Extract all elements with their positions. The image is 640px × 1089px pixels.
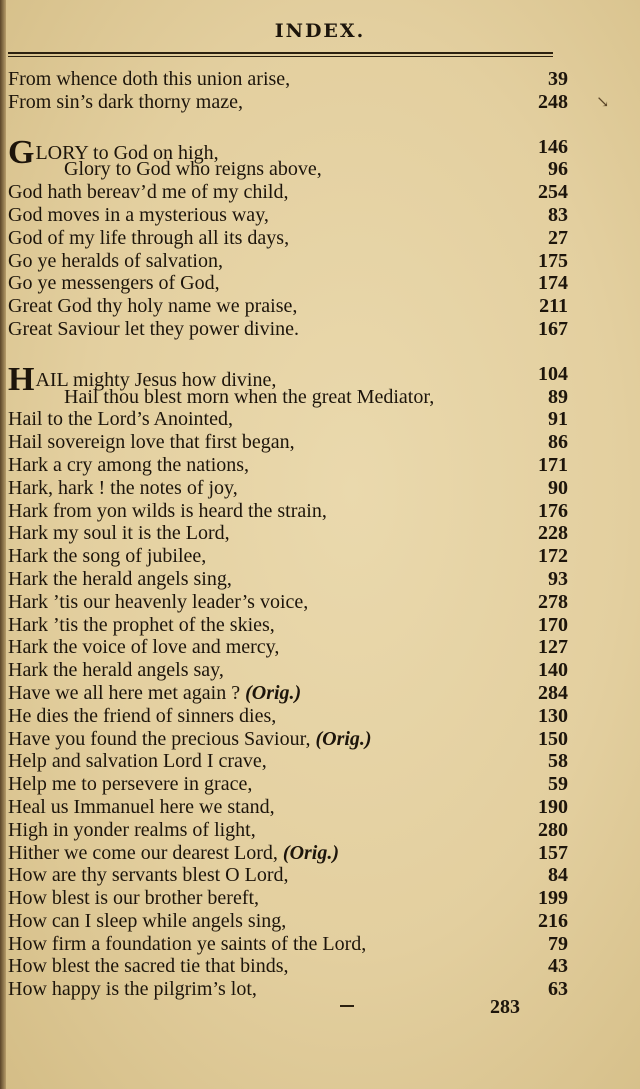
index-entry bbox=[8, 864, 568, 887]
entry-text: Help me to persevere in grace, bbox=[8, 773, 253, 796]
drop-cap: H bbox=[8, 360, 35, 398]
entry-first-line bbox=[8, 750, 267, 773]
entry-first-line bbox=[8, 728, 372, 751]
entry-text: Go ye heralds of salvation, bbox=[8, 249, 223, 272]
drop-cap: G bbox=[8, 133, 35, 171]
hymn-number: 83 bbox=[548, 203, 568, 226]
entry-first-line bbox=[8, 591, 308, 614]
entry-text: AIL mighty Jesus how divine, bbox=[35, 368, 277, 391]
entry-text: Hark the herald angels sing, bbox=[8, 567, 232, 590]
hymn-number: 176 bbox=[538, 499, 568, 522]
entry-text: Hail to the Lord’s Anointed, bbox=[8, 408, 233, 431]
hymn-number: 174 bbox=[538, 272, 568, 295]
entry-text: Heal us Immanuel here we stand, bbox=[8, 795, 275, 818]
entry-first-line bbox=[8, 181, 288, 204]
index-entry bbox=[8, 500, 568, 523]
index-entry bbox=[8, 181, 568, 204]
hymn-number: 157 bbox=[538, 841, 568, 864]
entry-text: Hark the voice of love and mercy, bbox=[8, 636, 280, 659]
entry-first-line bbox=[8, 659, 224, 682]
index-entry bbox=[8, 158, 568, 181]
index-entry bbox=[8, 295, 568, 318]
entry-text: Help and salvation Lord I crave, bbox=[8, 750, 267, 773]
index-entry bbox=[8, 773, 568, 796]
entry-first-line bbox=[8, 272, 220, 295]
index-entry bbox=[8, 545, 568, 568]
entry-text: How can I sleep while angels sing, bbox=[8, 909, 287, 932]
entry-first-line bbox=[8, 522, 230, 545]
hymn-number: 127 bbox=[538, 636, 568, 659]
index-entry bbox=[8, 636, 568, 659]
index-entry bbox=[8, 431, 568, 454]
entry-first-line bbox=[64, 386, 434, 409]
catchword-dash bbox=[340, 1005, 354, 1007]
index-entry bbox=[8, 796, 568, 819]
entry-text: God of my life through all its days, bbox=[8, 226, 290, 249]
entry-text: Hark from yon wilds is heard the strain, bbox=[8, 499, 327, 522]
entry-text: How blest the sacred tie that binds, bbox=[8, 955, 289, 978]
entry-first-line bbox=[8, 682, 301, 705]
index-entry bbox=[8, 318, 568, 341]
index-entry bbox=[8, 68, 568, 91]
hymn-number: 254 bbox=[538, 181, 568, 204]
index-entry bbox=[8, 842, 568, 865]
entry-first-line bbox=[8, 408, 233, 431]
entry-text: Go ye messengers of God, bbox=[8, 272, 220, 295]
entry-first-line bbox=[64, 158, 322, 181]
entry-first-line bbox=[8, 705, 276, 728]
hymn-number: 84 bbox=[548, 864, 568, 887]
entry-first-line bbox=[8, 91, 243, 114]
hymn-number: 140 bbox=[538, 659, 568, 682]
section-gap bbox=[8, 114, 568, 136]
entry-text: Hail thou blest morn when the great Mediator, bbox=[64, 385, 435, 408]
entry-first-line bbox=[8, 68, 290, 91]
index-entry bbox=[8, 454, 568, 477]
entry-text: God moves in a mysterious way, bbox=[8, 203, 269, 226]
index-entry bbox=[8, 272, 568, 295]
entry-text: Hark the herald angels say, bbox=[8, 659, 224, 682]
hymn-number: 172 bbox=[538, 545, 568, 568]
entry-first-line bbox=[8, 318, 299, 341]
index-entry bbox=[8, 477, 568, 500]
header-rule-thin bbox=[8, 56, 553, 57]
index-entry bbox=[8, 204, 568, 227]
entry-first-line bbox=[8, 819, 256, 842]
hymn-number: 146 bbox=[538, 135, 568, 158]
index-entry bbox=[8, 386, 568, 409]
entry-first-line bbox=[8, 500, 327, 523]
index-entry bbox=[8, 728, 568, 751]
hymn-number: 199 bbox=[538, 887, 568, 910]
index-entry bbox=[8, 978, 568, 1001]
entry-first-line bbox=[8, 250, 223, 273]
original-marker: (Orig.) bbox=[245, 681, 302, 704]
index-entry bbox=[8, 933, 568, 956]
entry-text: How are thy servants blest O Lord, bbox=[8, 864, 289, 887]
index-entry bbox=[8, 568, 568, 591]
hymn-number: 104 bbox=[538, 362, 568, 385]
index-entry bbox=[8, 659, 568, 682]
hymn-number: 130 bbox=[538, 704, 568, 727]
entry-text: How firm a foundation ye saints of the Lord, bbox=[8, 932, 367, 955]
index-entry bbox=[8, 887, 568, 910]
index-entry bbox=[8, 250, 568, 273]
hymn-number: 167 bbox=[538, 317, 568, 340]
entry-first-line bbox=[8, 204, 269, 227]
entry-first-line bbox=[8, 933, 366, 956]
entry-first-line bbox=[8, 477, 238, 500]
entry-text: Great Saviour let they power divine. bbox=[8, 317, 300, 340]
entry-text: Hail sovereign love that first began, bbox=[8, 431, 295, 454]
hymn-number: 91 bbox=[548, 408, 568, 431]
original-marker: (Orig.) bbox=[315, 727, 372, 750]
hymn-number: 63 bbox=[548, 978, 568, 1001]
entry-text: Great God thy holy name we praise, bbox=[8, 295, 298, 318]
entry-text: Hark a cry among the nations, bbox=[8, 453, 250, 476]
entry-first-line bbox=[8, 864, 289, 887]
entry-first-line bbox=[8, 614, 275, 637]
index-entry bbox=[8, 591, 568, 614]
entry-first-line bbox=[8, 431, 295, 454]
entry-first-line bbox=[8, 636, 279, 659]
hymn-number: 86 bbox=[548, 431, 568, 454]
entry-first-line bbox=[8, 796, 275, 819]
entry-first-line bbox=[8, 568, 232, 591]
hymn-number: 93 bbox=[548, 567, 568, 590]
hymn-number: 170 bbox=[538, 613, 568, 636]
entry-first-line bbox=[8, 545, 206, 568]
entry-text: God hath bereav’d me of my child, bbox=[8, 181, 289, 204]
entry-text: How happy is the pilgrim’s lot, bbox=[8, 978, 257, 1001]
page-gutter bbox=[0, 0, 6, 1089]
entry-first-line bbox=[8, 842, 339, 865]
index-entry bbox=[8, 91, 568, 114]
index-list bbox=[8, 68, 568, 1001]
entry-text: He dies the friend of sinners dies, bbox=[8, 704, 277, 727]
index-entry bbox=[8, 614, 568, 637]
entry-text: Have we all here met again ? bbox=[8, 681, 246, 704]
entry-text: Glory to God who reigns above, bbox=[64, 158, 322, 181]
entry-text: Have you found the precious Saviour, bbox=[8, 727, 316, 750]
entry-text: High in yonder realms of light, bbox=[8, 818, 256, 841]
entry-first-line bbox=[8, 295, 297, 318]
hymn-number: 175 bbox=[538, 249, 568, 272]
page-header: INDEX. bbox=[274, 20, 366, 42]
hymn-number: 90 bbox=[548, 476, 568, 499]
entry-text: Hark the song of jubilee, bbox=[8, 545, 207, 568]
index-entry bbox=[8, 819, 568, 842]
entry-first-line bbox=[8, 454, 249, 477]
hymn-number: 228 bbox=[538, 522, 568, 545]
hymn-number: 171 bbox=[538, 453, 568, 476]
hymn-number: 248 bbox=[538, 90, 568, 113]
entry-text: From sin’s dark thorny maze, bbox=[8, 90, 243, 113]
hymn-number: 59 bbox=[548, 773, 568, 796]
margin-mark: ↘ bbox=[596, 92, 610, 111]
entry-text: Hark ’tis our heavenly leader’s voice, bbox=[8, 590, 309, 613]
entry-text: LORY to God on high, bbox=[35, 141, 219, 164]
hymn-number: 280 bbox=[538, 818, 568, 841]
entry-text: Hark ’tis the prophet of the skies, bbox=[8, 613, 275, 636]
hymn-number: 190 bbox=[538, 795, 568, 818]
hymn-number: 43 bbox=[548, 955, 568, 978]
hymn-number: 278 bbox=[538, 590, 568, 613]
header-rule bbox=[8, 52, 553, 54]
entry-text: From whence doth this union arise, bbox=[8, 68, 291, 90]
hymn-number: 211 bbox=[539, 295, 568, 318]
hymn-number: 216 bbox=[538, 909, 568, 932]
entry-first-line bbox=[8, 955, 289, 978]
hymn-number: 96 bbox=[548, 158, 568, 181]
entry-first-line bbox=[8, 887, 259, 910]
hymn-number: 89 bbox=[548, 385, 568, 408]
index-entry bbox=[8, 408, 568, 431]
index-entry bbox=[8, 227, 568, 250]
index-entry bbox=[8, 910, 568, 933]
section-gap bbox=[8, 341, 568, 363]
entry-first-line bbox=[8, 773, 252, 796]
entry-text: Hark, hark ! the notes of joy, bbox=[8, 476, 238, 499]
entry-first-line bbox=[8, 978, 257, 1001]
original-marker: (Orig.) bbox=[282, 841, 340, 864]
page-number: 283 bbox=[490, 996, 520, 1018]
entry-text: Hark my soul it is the Lord, bbox=[8, 522, 230, 545]
hymn-number: 150 bbox=[538, 727, 568, 750]
hymn-number: 58 bbox=[548, 750, 568, 773]
hymn-number: 79 bbox=[548, 932, 568, 955]
index-entry bbox=[8, 955, 568, 978]
index-entry bbox=[8, 522, 568, 545]
entry-text: Hither we come our dearest Lord, bbox=[8, 841, 283, 864]
entry-first-line bbox=[8, 910, 286, 933]
entry-first-line bbox=[8, 227, 289, 250]
index-entry bbox=[8, 750, 568, 773]
index-entry bbox=[8, 705, 568, 728]
hymn-number: 284 bbox=[538, 681, 568, 704]
index-entry bbox=[8, 682, 568, 705]
entry-text: How blest is our brother bereft, bbox=[8, 887, 260, 910]
hymn-number: 39 bbox=[548, 68, 568, 90]
hymn-number: 27 bbox=[548, 226, 568, 249]
